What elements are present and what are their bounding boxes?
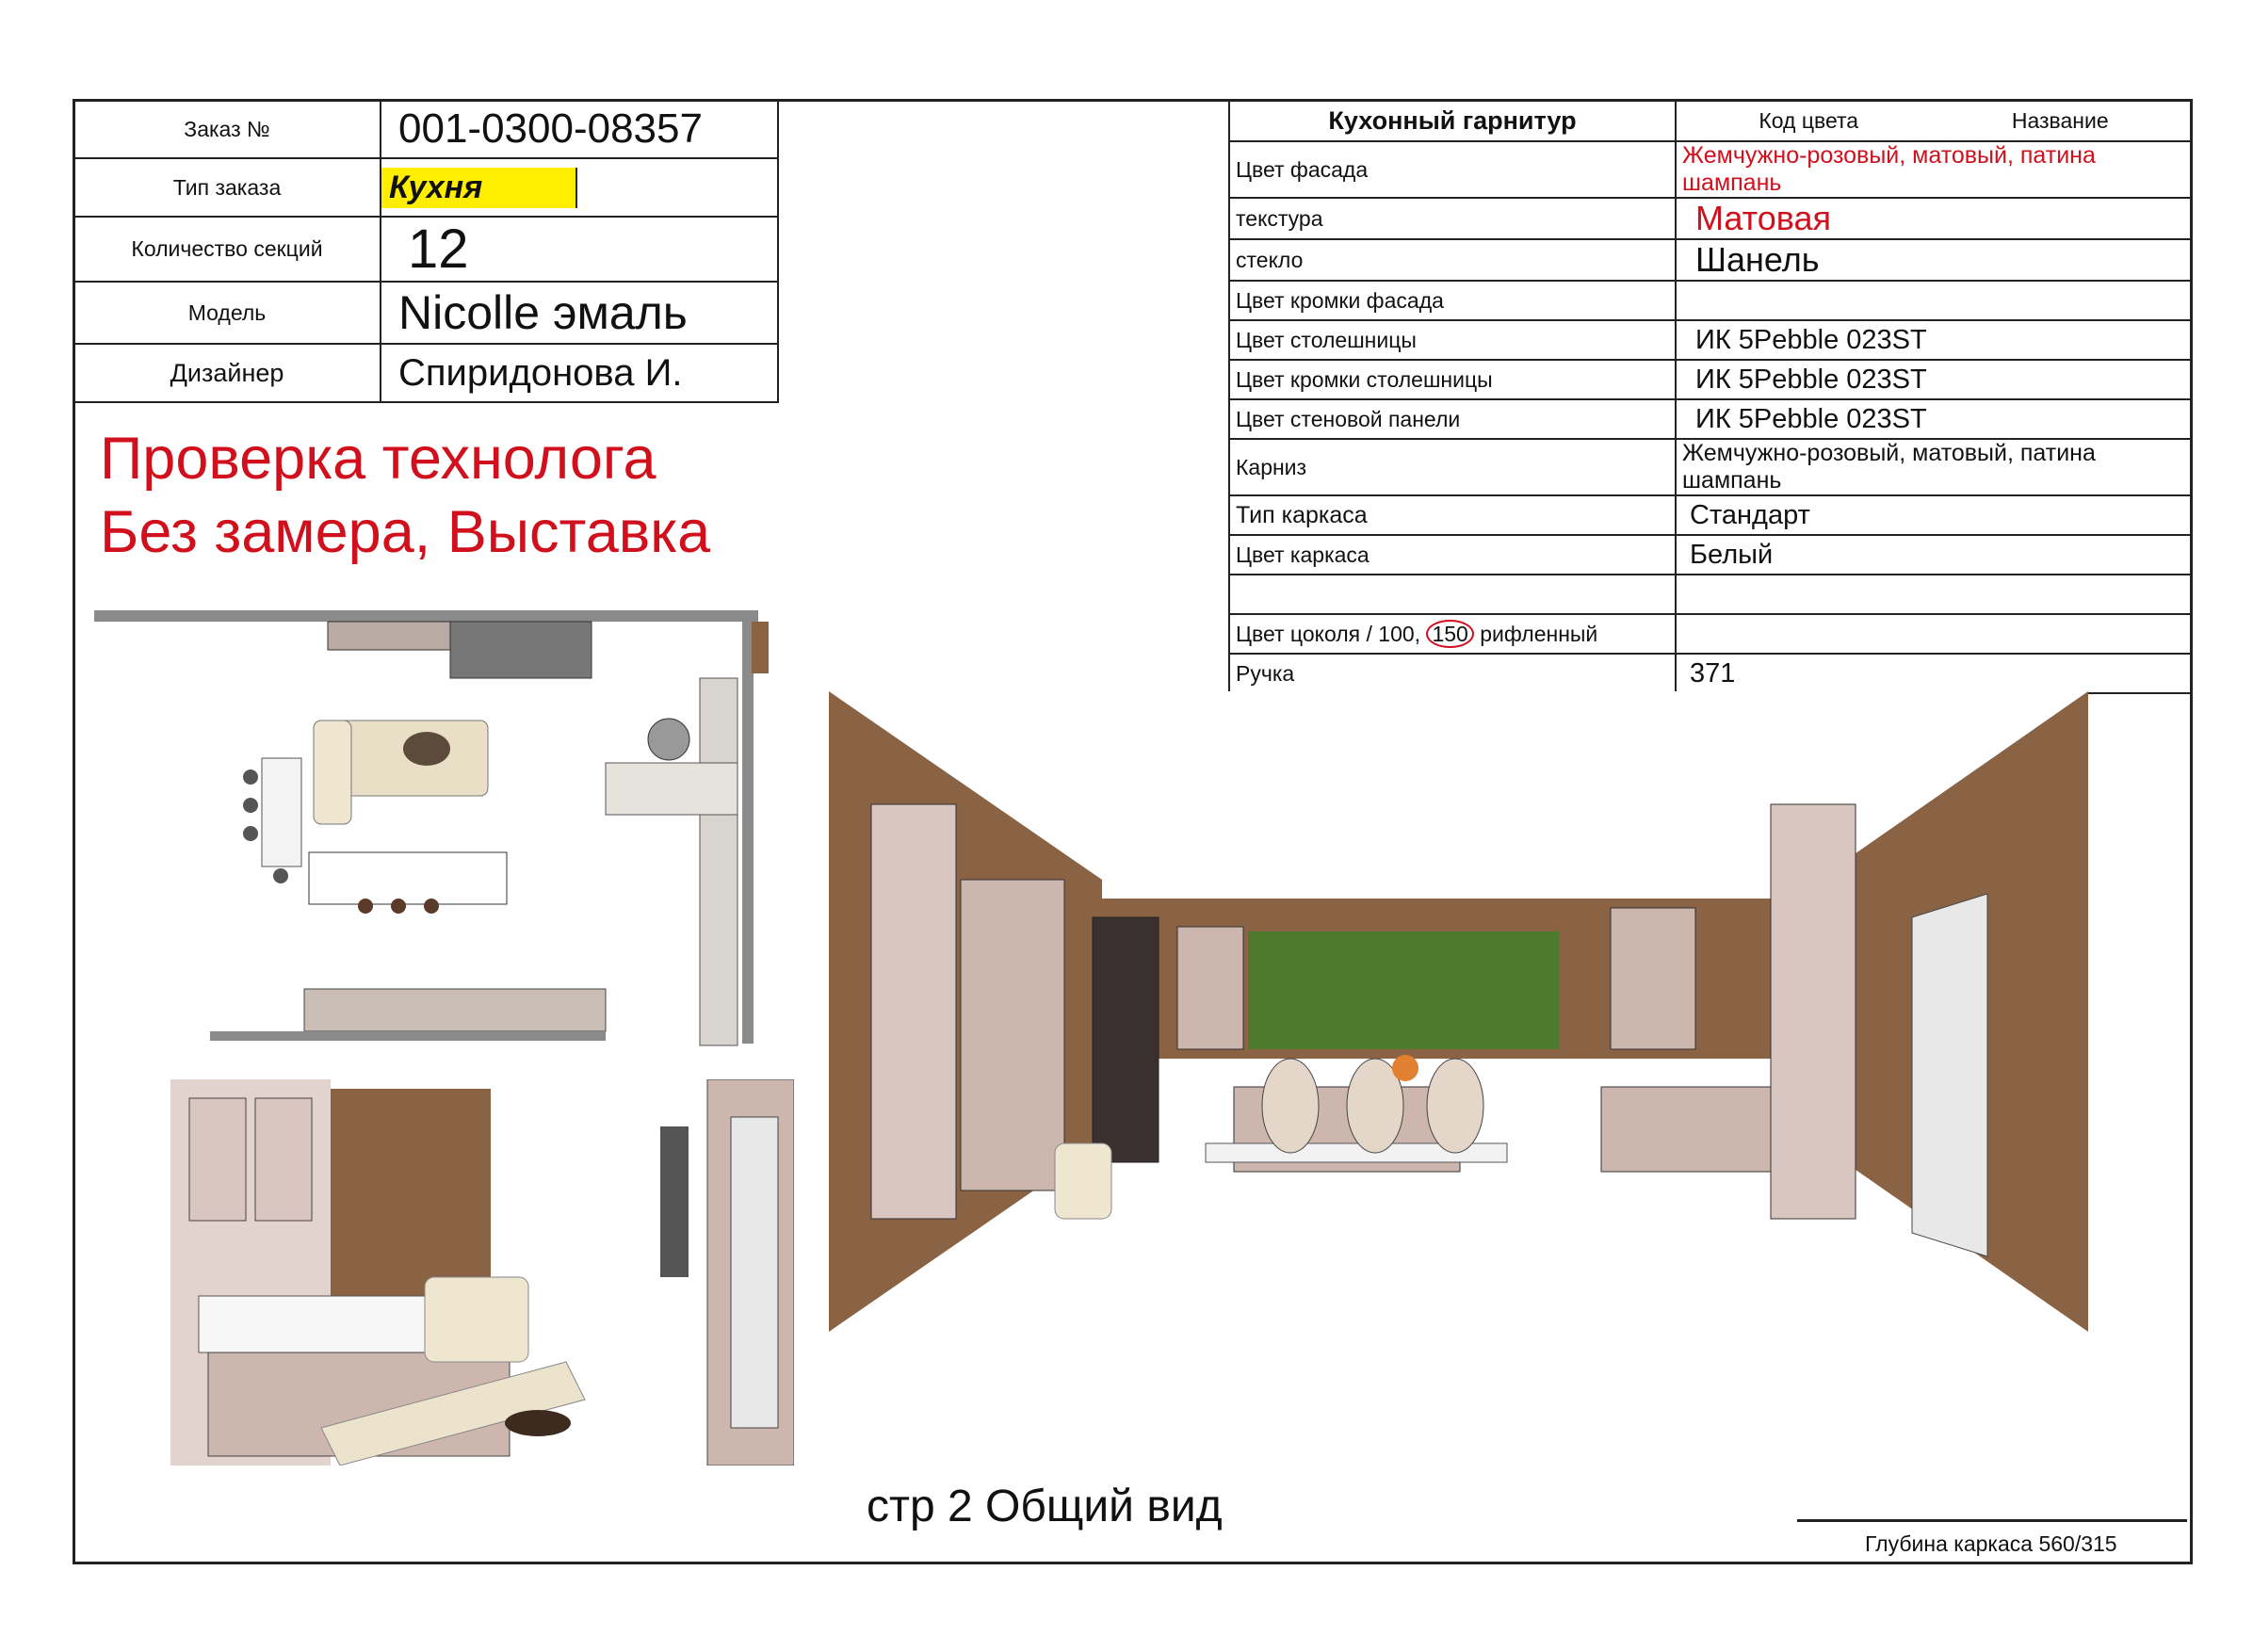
- spec-row: [1229, 575, 2192, 614]
- designer-label: Дизайнер: [73, 344, 381, 402]
- cornice-value: Жемчужно-розовый, матовый, патина шампань: [1676, 439, 2192, 495]
- sections-count-value: 12: [381, 217, 778, 282]
- spec-label: Цвет каркаса: [1229, 535, 1676, 575]
- page-caption: стр 2 Общий вид: [867, 1482, 1223, 1531]
- spec-row: [1229, 281, 2192, 320]
- spec-label: текстура: [1229, 198, 1676, 239]
- order-type-label: Тип заказа: [73, 158, 381, 217]
- handle-value: 371: [1676, 654, 2192, 693]
- spec-label: Цвет столешницы: [1229, 320, 1676, 360]
- designer-row: [73, 344, 778, 402]
- spec-row: [1229, 495, 2192, 535]
- spec-row: [1229, 654, 2192, 693]
- texture-value: Матовая: [1676, 198, 2192, 239]
- sections-count-row: [73, 217, 778, 282]
- spec-header-title: Кухонный гарнитур: [1229, 100, 1676, 141]
- countertop-color-value: ИК 5Pebble 023ST: [1676, 320, 2192, 360]
- depth-divider: [1797, 1519, 2187, 1522]
- spec-empty-value: [1676, 575, 2192, 614]
- model-label: Модель: [73, 282, 381, 344]
- order-info-table: [73, 99, 779, 403]
- spec-row: [1229, 535, 2192, 575]
- spec-row: [1229, 399, 2192, 439]
- spec-label: [1229, 575, 1676, 614]
- spec-row: [1229, 614, 2192, 654]
- spec-row: [1229, 198, 2192, 239]
- spec-row: [1229, 320, 2192, 360]
- facade-edge-value: [1676, 281, 2192, 320]
- order-number-label: Заказ №: [73, 100, 381, 158]
- plinth-color-label: Цвет цоколя / 100, 150 рифленный: [1229, 614, 1676, 654]
- col-name-header: Название: [2011, 107, 2109, 133]
- spec-row: [1229, 360, 2192, 399]
- spec-label: Тип каркаса: [1229, 495, 1676, 535]
- plinth-color-value: [1676, 614, 2192, 654]
- check-line-1: Проверка технолога: [100, 426, 656, 492]
- model-value: Nicolle эмаль: [381, 282, 778, 344]
- order-number-row: [73, 100, 778, 158]
- model-row: [73, 282, 778, 344]
- spec-row: [1229, 141, 2192, 198]
- check-line-2: Без замера, Выставка: [100, 499, 711, 565]
- spec-label: Ручка: [1229, 654, 1676, 693]
- perspective-view-left: [170, 1079, 794, 1466]
- technologist-check-note: [100, 422, 710, 569]
- spec-label: Цвет кромки фасада: [1229, 281, 1676, 320]
- spec-label: Карниз: [1229, 439, 1676, 495]
- spec-row: [1229, 439, 2192, 495]
- glass-value: Шанель: [1676, 239, 2192, 281]
- spec-label: Цвет фасада: [1229, 141, 1676, 198]
- carcass-color-value: Белый: [1676, 535, 2192, 575]
- spec-label: стекло: [1229, 239, 1676, 281]
- col-code-header: Код цвета: [1759, 107, 1859, 133]
- designer-value: Спиридонова И.: [381, 344, 778, 402]
- plinth-150-circled: 150: [1426, 620, 1473, 648]
- countertop-edge-value: ИК 5Pebble 023ST: [1676, 360, 2192, 399]
- spec-header-row: [1229, 100, 2192, 141]
- order-number-value: 001-0300-08357: [381, 100, 778, 158]
- sections-count-label: Количество секций: [73, 217, 381, 282]
- main-perspective-render: [829, 691, 2088, 1332]
- order-type-value: Кухня: [381, 168, 577, 208]
- wall-panel-value: ИК 5Pebble 023ST: [1676, 399, 2192, 439]
- spec-label: Цвет стеновой панели: [1229, 399, 1676, 439]
- carcass-type-value: Стандарт: [1676, 495, 2192, 535]
- spec-label: Цвет кромки столешницы: [1229, 360, 1676, 399]
- kitchen-spec-table: [1228, 99, 2193, 694]
- order-type-row: [73, 158, 778, 217]
- floor-plan-view: [92, 603, 780, 1050]
- facade-color-value: Жемчужно-розовый, матовый, патина шампань: [1676, 141, 2192, 198]
- carcass-depth-note: Глубина каркаса 560/315: [1865, 1531, 2117, 1556]
- spec-row: [1229, 239, 2192, 281]
